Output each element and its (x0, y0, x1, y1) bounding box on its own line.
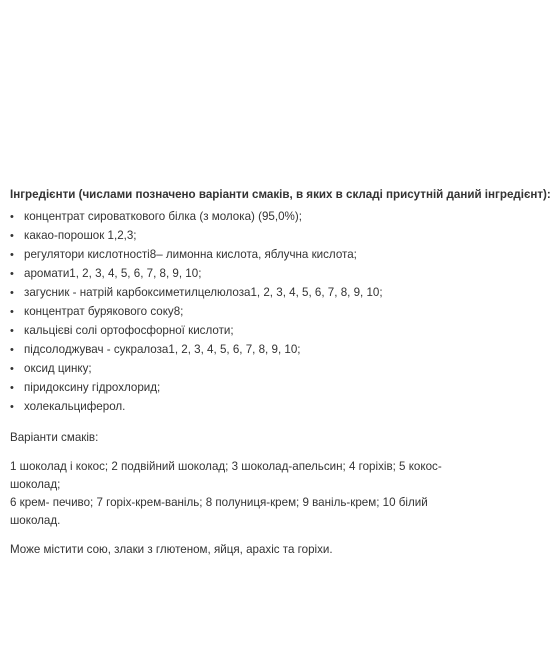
bullet-icon: • (10, 325, 14, 337)
bullet-icon: • (10, 306, 14, 318)
ingredients-list (10, 208, 476, 416)
variants-line-1: 1 шоколад і кокос; 2 подвійний шоколад; 3 шоколад-апельсин; 4 горіхів; 5 кокос-шоколад; (10, 460, 442, 491)
list-item (10, 265, 476, 283)
allergen-note: Може містити сою, злаки з глютеном, яйця, арахіс та горіхи. (10, 543, 333, 556)
list-item (10, 284, 476, 302)
list-item (10, 303, 476, 321)
ingredient-text: концентрат бурякового соку8; (24, 305, 184, 318)
ingredient-text: регулятори кислотності8– лимонна кислота, яблучна кислота; (24, 248, 357, 261)
variants-list (10, 458, 476, 530)
ingredients-heading: Інгредієнти (числами позначено варіанти смаків, в яких в складі присутній даний інгредієнт): (10, 188, 551, 201)
ingredient-text: концентрат сироваткового білка (з молока) (95,0%); (24, 210, 302, 223)
bullet-icon: • (10, 401, 14, 413)
bullet-icon: • (10, 211, 14, 223)
ingredient-text: холекальциферол. (24, 400, 126, 413)
bullet-icon: • (10, 287, 14, 299)
bullet-icon: • (10, 249, 14, 261)
ingredient-text: кальцієві солі ортофосфорної кислоти; (24, 324, 234, 337)
ingredient-text: аромати1, 2, 3, 4, 5, 6, 7, 8, 9, 10; (24, 267, 202, 280)
ingredients-section (10, 186, 551, 559)
ingredient-text: оксид цинку; (24, 362, 92, 375)
list-item (10, 398, 476, 416)
list-item (10, 208, 476, 226)
bullet-icon: • (10, 382, 14, 394)
bullet-icon: • (10, 344, 14, 356)
ingredient-text: какао-порошок 1,2,3; (24, 229, 137, 242)
variants-label: Варіанти смаків: (10, 431, 99, 444)
bullet-icon: • (10, 268, 14, 280)
variants-line-2: 6 крем- печиво; 7 горіх-крем-ваніль; 8 полуниця-крем; 9 ваніль-крем; 10 білий шоколад. (10, 496, 428, 527)
list-item (10, 246, 476, 264)
list-item (10, 341, 476, 359)
ingredient-text: загусник - натрій карбоксиметилцелюлоза1, 2, 3, 4, 5, 6, 7, 8, 9, 10; (24, 286, 383, 299)
bullet-icon: • (10, 363, 14, 375)
list-item (10, 227, 476, 245)
ingredient-text: підсолоджувач - сукралоза1, 2, 3, 4, 5, 6, 7, 8, 9, 10; (24, 343, 301, 356)
bullet-icon: • (10, 230, 14, 242)
list-item (10, 360, 476, 378)
list-item (10, 379, 476, 397)
list-item (10, 322, 476, 340)
ingredient-text: піридоксину гідрохлорид; (24, 381, 161, 394)
